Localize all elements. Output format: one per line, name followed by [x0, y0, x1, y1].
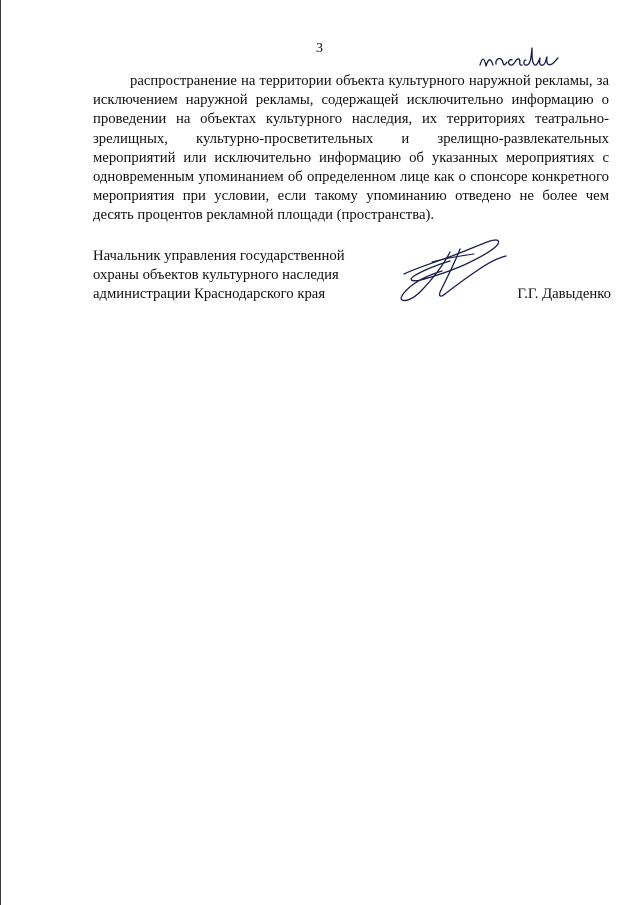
position-line-1: Начальник управления государственной	[93, 248, 345, 264]
page-edge-line	[0, 0, 1, 905]
handwritten-signature	[394, 232, 509, 310]
position-line-2: охраны объектов культурного наследия	[93, 267, 339, 283]
position-line-3: администрации Краснодарского края	[93, 286, 326, 302]
signatory-position	[93, 247, 383, 304]
body-paragraph: распространение на территории объекта культурного наружной рекламы, за исключением наружной рекламы, содержащей исключительно информацию о проведении на объектах культурного наследия, их территориях театрально-зрелищных, культурно-просветительных и зрелищно-развлекательных мероприятий или исключительно информацию об указанных мероприятиях с одновременным упоминанием об определенном лице как о спонсоре конкретного мероприятия при условии, если такому упоминанию отведено не более чем десять процентов рекламной площади (пространства).	[93, 73, 609, 224]
page-number: 3	[316, 41, 323, 56]
signatory-name: Г.Г. Давыденко	[517, 286, 611, 302]
